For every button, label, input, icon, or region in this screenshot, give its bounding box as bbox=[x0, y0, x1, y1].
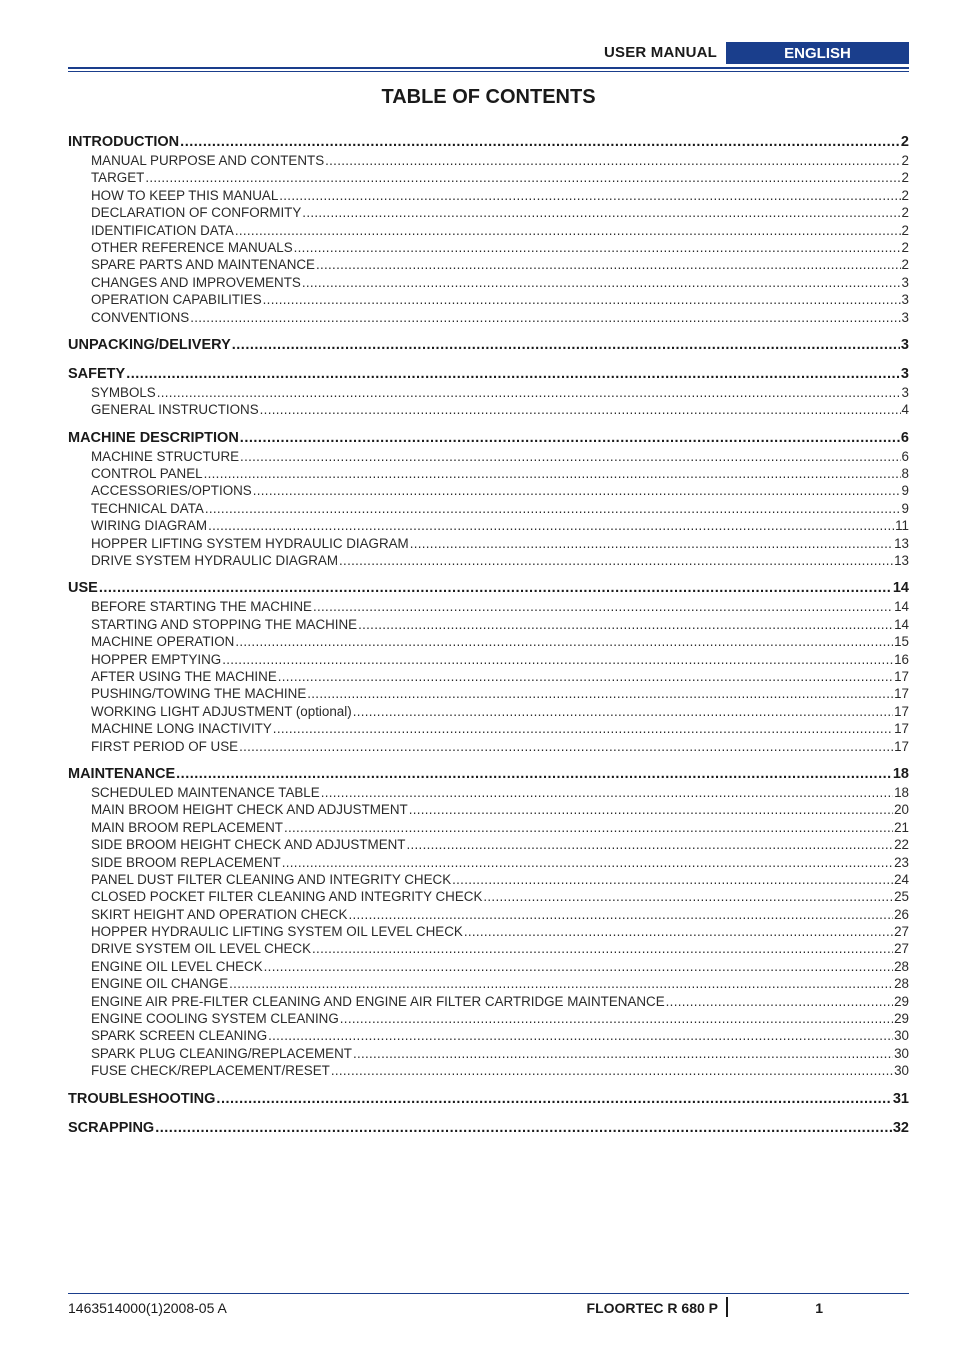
toc-entry-label: GENERAL INSTRUCTIONS bbox=[91, 402, 259, 418]
toc-entry-label: CONTROL PANEL bbox=[91, 466, 203, 482]
toc-section-heading-label: MACHINE DESCRIPTION bbox=[68, 429, 239, 446]
dot-leader bbox=[282, 854, 893, 871]
dot-leader bbox=[302, 204, 900, 221]
dot-leader bbox=[232, 336, 900, 355]
toc-entry-page: 3 bbox=[901, 292, 909, 308]
toc-section-heading-label: INTRODUCTION bbox=[68, 134, 180, 150]
dot-leader bbox=[406, 836, 893, 853]
toc-entry-label: SPARK SCREEN CLEANING bbox=[91, 1028, 268, 1044]
toc-entry[interactable] bbox=[68, 1062, 909, 1079]
toc-section-heading[interactable] bbox=[68, 579, 909, 598]
toc-entry[interactable] bbox=[68, 801, 909, 818]
toc-entry-page: 2 bbox=[901, 170, 909, 186]
header-language-badge: ENGLISH bbox=[726, 42, 909, 64]
toc-section bbox=[68, 765, 909, 1080]
toc-entry[interactable] bbox=[68, 152, 909, 169]
toc-entry-label: DRIVE SYSTEM HYDRAULIC DIAGRAM bbox=[91, 553, 339, 569]
toc-entry-label: PANEL DUST FILTER CLEANING AND INTEGRITY CHECK bbox=[91, 871, 452, 887]
toc-entry-page: 3 bbox=[901, 274, 909, 290]
dot-leader bbox=[331, 1062, 893, 1079]
toc-entry-page: 20 bbox=[894, 802, 909, 818]
page-title: TABLE OF CONTENTS bbox=[381, 86, 596, 108]
toc-entry-label: ENGINE OIL CHANGE bbox=[91, 976, 229, 992]
toc-entry[interactable] bbox=[68, 448, 909, 465]
toc-entry-label: HOW TO KEEP THIS MANUAL bbox=[91, 187, 279, 203]
toc-entry-page: 28 bbox=[894, 958, 909, 974]
toc-section-heading[interactable] bbox=[68, 365, 909, 384]
toc-section bbox=[68, 429, 909, 570]
toc-section-heading-page: 3 bbox=[900, 336, 909, 353]
toc-entry-label: ENGINE OIL LEVEL CHECK bbox=[91, 958, 263, 974]
dot-leader bbox=[339, 552, 893, 569]
toc-entry-page: 2 bbox=[901, 205, 909, 221]
toc-entry-page: 30 bbox=[894, 1045, 909, 1061]
dot-leader bbox=[260, 401, 901, 418]
dot-leader bbox=[157, 384, 901, 401]
dot-leader bbox=[410, 535, 893, 552]
toc-entry-page: 25 bbox=[894, 889, 909, 905]
toc-entry[interactable] bbox=[68, 940, 909, 957]
dot-leader bbox=[358, 616, 893, 633]
dot-leader bbox=[409, 801, 893, 818]
toc-entry-page: 2 bbox=[901, 187, 909, 203]
dot-leader bbox=[302, 274, 901, 291]
toc-entry-page: 8 bbox=[901, 466, 909, 482]
toc-entry-page: 14 bbox=[894, 616, 909, 632]
toc-entry[interactable] bbox=[68, 784, 909, 801]
toc-entry[interactable] bbox=[68, 975, 909, 992]
dot-leader bbox=[325, 152, 900, 169]
toc-entry-label: HOPPER EMPTYING bbox=[91, 651, 222, 667]
toc-entry-label: MANUAL PURPOSE AND CONTENTS bbox=[91, 153, 325, 168]
toc-entry-label: MACHINE LONG INACTIVITY bbox=[91, 721, 272, 737]
toc-entry-label: IDENTIFICATION DATA bbox=[91, 222, 234, 238]
toc-entry[interactable] bbox=[68, 517, 909, 534]
toc-section-heading-label: UNPACKING/DELIVERY bbox=[68, 336, 231, 353]
toc-entry[interactable] bbox=[68, 703, 909, 720]
toc-entry-label: SYMBOLS bbox=[91, 384, 156, 400]
toc-entry-label: MACHINE STRUCTURE bbox=[91, 448, 240, 464]
footer-rule bbox=[68, 1293, 909, 1294]
toc-entry[interactable] bbox=[68, 720, 909, 737]
toc-section-heading[interactable] bbox=[68, 336, 909, 355]
toc-entry[interactable] bbox=[68, 401, 909, 418]
header-manual-label: USER MANUAL bbox=[603, 44, 717, 61]
toc-entry-page: 24 bbox=[894, 871, 909, 887]
toc-entry-page: 27 bbox=[894, 924, 909, 940]
footer-separator bbox=[726, 1297, 728, 1317]
toc-entry-page: 17 bbox=[894, 668, 909, 684]
toc-section-heading-page: 14 bbox=[892, 580, 909, 597]
toc-entry-label: OPERATION CAPABILITIES bbox=[91, 292, 262, 308]
toc-entry[interactable] bbox=[68, 552, 909, 569]
footer-document-code: 1463514000(1)2008-05 A bbox=[68, 1300, 227, 1316]
toc-entry-page: 9 bbox=[901, 483, 909, 499]
dot-leader bbox=[176, 765, 892, 784]
dot-leader bbox=[253, 482, 901, 499]
dot-leader bbox=[240, 448, 901, 465]
toc-section-heading-page: 31 bbox=[892, 1090, 909, 1107]
toc-entry[interactable] bbox=[68, 535, 909, 552]
dot-leader bbox=[205, 500, 901, 517]
dot-leader bbox=[464, 923, 893, 940]
toc-entry-label: TECHNICAL DATA bbox=[91, 500, 204, 516]
dot-leader bbox=[273, 720, 893, 737]
toc-entry[interactable] bbox=[68, 465, 909, 482]
toc-entry[interactable] bbox=[68, 384, 909, 401]
toc-section-heading[interactable] bbox=[68, 1119, 909, 1138]
toc-entry-label: MACHINE OPERATION bbox=[91, 634, 235, 650]
toc-entry-label: ACCESSORIES/OPTIONS bbox=[91, 483, 252, 499]
toc-section bbox=[68, 133, 909, 326]
toc-entry-label: CHANGES AND IMPROVEMENTS bbox=[91, 274, 301, 290]
toc-entry-label: DRIVE SYSTEM OIL LEVEL CHECK bbox=[91, 941, 312, 957]
toc-entry-page: 13 bbox=[894, 553, 909, 569]
toc-section-heading[interactable] bbox=[68, 765, 909, 784]
toc-entry-label: CLOSED POCKET FILTER CLEANING AND INTEGRITY CHECK bbox=[91, 889, 483, 905]
toc-entry-page: 16 bbox=[894, 651, 909, 667]
toc-entry-label: CONVENTIONS bbox=[91, 309, 190, 325]
dot-leader bbox=[294, 239, 901, 256]
toc-section bbox=[68, 1090, 909, 1109]
toc-entry[interactable] bbox=[68, 923, 909, 940]
dot-leader bbox=[353, 1045, 893, 1062]
dot-leader bbox=[190, 309, 900, 326]
footer-model-name: FLOORTEC R 680 P bbox=[586, 1300, 718, 1316]
dot-leader bbox=[284, 819, 893, 836]
toc-section-heading-label: USE bbox=[68, 580, 98, 597]
dot-leader bbox=[279, 187, 900, 204]
toc-entry-label: MAIN BROOM REPLACEMENT bbox=[91, 819, 283, 835]
header-rule bbox=[68, 67, 909, 69]
toc-entry[interactable] bbox=[68, 291, 909, 308]
toc-entry-label: HOPPER LIFTING SYSTEM HYDRAULIC DIAGRAM bbox=[91, 535, 409, 551]
toc-entry[interactable] bbox=[68, 204, 909, 221]
dot-leader bbox=[316, 256, 901, 273]
dot-leader bbox=[666, 993, 893, 1010]
toc-entry-page: 23 bbox=[894, 854, 909, 870]
toc-entry[interactable] bbox=[68, 482, 909, 499]
toc-section-heading-label: MAINTENANCE bbox=[68, 765, 176, 782]
dot-leader bbox=[235, 222, 901, 239]
toc-section-heading[interactable] bbox=[68, 133, 909, 152]
toc-entry-page: 2 bbox=[901, 222, 909, 238]
toc-entry[interactable] bbox=[68, 239, 909, 256]
toc-entry-page: 22 bbox=[894, 837, 909, 853]
dot-leader bbox=[452, 871, 893, 888]
toc-section bbox=[68, 365, 909, 419]
toc-entry-label: FIRST PERIOD OF USE bbox=[91, 738, 239, 754]
dot-leader bbox=[268, 1027, 893, 1044]
toc-entry[interactable] bbox=[68, 993, 909, 1010]
toc-entry-label: SIDE BROOM HEIGHT CHECK AND ADJUSTMENT bbox=[91, 837, 406, 853]
dot-leader bbox=[204, 465, 901, 482]
dot-leader bbox=[278, 668, 893, 685]
toc-entry[interactable] bbox=[68, 854, 909, 871]
toc-entry[interactable] bbox=[68, 738, 909, 755]
toc-entry-page: 11 bbox=[895, 518, 909, 534]
toc-entry-page: 3 bbox=[901, 309, 909, 325]
toc-entry-page: 9 bbox=[901, 500, 909, 516]
toc-entry[interactable] bbox=[68, 274, 909, 291]
toc-entry-page: 13 bbox=[894, 535, 909, 551]
toc-section bbox=[68, 579, 909, 755]
footer-page-number: 1 bbox=[815, 1300, 823, 1316]
toc-section-heading-page: 18 bbox=[892, 765, 909, 782]
toc-entry-page: 29 bbox=[894, 993, 909, 1009]
toc-entry-label: SPARE PARTS AND MAINTENANCE bbox=[91, 257, 315, 273]
toc-entry-page: 3 bbox=[901, 384, 909, 400]
toc-entry-page: 29 bbox=[894, 1011, 909, 1027]
toc-entry-page: 17 bbox=[894, 738, 909, 754]
toc-entry-page: 14 bbox=[894, 599, 909, 615]
toc-entry-page: 4 bbox=[901, 402, 909, 418]
header-rule-thin bbox=[68, 71, 909, 72]
toc-section-heading-page: 3 bbox=[900, 365, 909, 382]
toc-entry-page: 6 bbox=[901, 448, 909, 464]
dot-leader bbox=[216, 1090, 891, 1109]
toc-entry[interactable] bbox=[68, 1045, 909, 1062]
toc-section bbox=[68, 336, 909, 355]
dot-leader bbox=[313, 598, 893, 615]
toc-entry-label: OTHER REFERENCE MANUALS bbox=[91, 239, 293, 255]
dot-leader bbox=[239, 738, 893, 755]
toc-entry[interactable] bbox=[68, 819, 909, 836]
dot-leader bbox=[312, 940, 893, 957]
toc-section-heading-page: 32 bbox=[892, 1119, 909, 1136]
toc-entry-label: DECLARATION OF CONFORMITY bbox=[91, 205, 302, 221]
toc-entry-page: 18 bbox=[894, 784, 909, 800]
toc-entry-page: 21 bbox=[894, 819, 909, 835]
toc-entry-page: 30 bbox=[894, 1028, 909, 1044]
dot-leader bbox=[321, 784, 893, 801]
toc-section-heading[interactable] bbox=[68, 429, 909, 448]
toc-entry-label: PUSHING/TOWING THE MACHINE bbox=[91, 686, 307, 702]
toc-entry-page: 2 bbox=[901, 257, 909, 273]
dot-leader bbox=[222, 651, 893, 668]
toc-entry[interactable] bbox=[68, 256, 909, 273]
toc-entry-label: WIRING DIAGRAM bbox=[91, 518, 208, 534]
toc-entry[interactable] bbox=[68, 871, 909, 888]
toc-entry[interactable] bbox=[68, 633, 909, 650]
toc-section-heading-page: 2 bbox=[900, 134, 909, 150]
dot-leader bbox=[353, 703, 893, 720]
toc-entry-label: SIDE BROOM REPLACEMENT bbox=[91, 854, 281, 870]
toc-entry[interactable] bbox=[68, 958, 909, 975]
toc-section-heading-label: TROUBLESHOOTING bbox=[68, 1090, 216, 1107]
toc-entry-label: SPARK PLUG CLEANING/REPLACEMENT bbox=[91, 1045, 352, 1061]
toc-entry-label: AFTER USING THE MACHINE bbox=[91, 668, 277, 684]
dot-leader bbox=[264, 958, 893, 975]
toc-entry[interactable] bbox=[68, 1010, 909, 1027]
dot-leader bbox=[340, 1010, 893, 1027]
dot-leader bbox=[348, 906, 893, 923]
dot-leader bbox=[99, 579, 892, 598]
toc-section-heading[interactable] bbox=[68, 1090, 909, 1109]
toc-entry-label: SCHEDULED MAINTENANCE TABLE bbox=[91, 784, 320, 800]
toc-entry-page: 17 bbox=[894, 686, 909, 702]
dot-leader bbox=[483, 888, 893, 905]
toc-entry[interactable] bbox=[68, 668, 909, 685]
toc-entry[interactable] bbox=[68, 616, 909, 633]
toc-entry-page: 28 bbox=[894, 976, 909, 992]
toc-section-heading-label: SCRAPPING bbox=[68, 1119, 155, 1136]
toc-entry[interactable] bbox=[68, 309, 909, 326]
toc-entry-page: 17 bbox=[894, 721, 909, 737]
dot-leader bbox=[229, 975, 893, 992]
toc-entry[interactable] bbox=[68, 187, 909, 204]
toc-entry-label: SKIRT HEIGHT AND OPERATION CHECK bbox=[91, 906, 348, 922]
toc-section-heading-page: 6 bbox=[900, 429, 909, 446]
toc-entry-page: 2 bbox=[901, 153, 909, 168]
dot-leader bbox=[155, 1119, 892, 1138]
toc-entry[interactable] bbox=[68, 500, 909, 517]
toc-entry[interactable] bbox=[68, 685, 909, 702]
toc-entry[interactable] bbox=[68, 598, 909, 615]
toc-entry-page: 17 bbox=[894, 703, 909, 719]
toc-entry-label: FUSE CHECK/REPLACEMENT/RESET bbox=[91, 1063, 330, 1079]
toc-entry-page: 27 bbox=[894, 941, 909, 957]
toc-entry[interactable] bbox=[68, 1027, 909, 1044]
dot-leader bbox=[263, 291, 901, 308]
toc-entry[interactable] bbox=[68, 651, 909, 668]
dot-leader bbox=[126, 365, 900, 384]
dot-leader bbox=[180, 133, 900, 152]
toc-entry-label: STARTING AND STOPPING THE MACHINE bbox=[91, 616, 358, 632]
toc-entry-label: ENGINE AIR PRE-FILTER CLEANING AND ENGINE AIR FILTER CARTRIDGE MAINTENANCE bbox=[91, 993, 665, 1009]
dot-leader bbox=[240, 429, 900, 448]
toc-entry-label: HOPPER HYDRAULIC LIFTING SYSTEM OIL LEVEL CHECK bbox=[91, 924, 463, 940]
toc-entry[interactable] bbox=[68, 888, 909, 905]
toc-entry-label: TARGET bbox=[91, 170, 145, 186]
page-footer bbox=[68, 1293, 909, 1333]
toc-entry-label: ENGINE COOLING SYSTEM CLEANING bbox=[91, 1011, 339, 1027]
toc-entry-page: 15 bbox=[894, 634, 909, 650]
dot-leader bbox=[235, 633, 893, 650]
toc-section bbox=[68, 1119, 909, 1138]
toc-entry[interactable] bbox=[68, 222, 909, 239]
toc-entry-label: MAIN BROOM HEIGHT CHECK AND ADJUSTMENT bbox=[91, 802, 408, 818]
toc-entry[interactable] bbox=[68, 169, 909, 186]
toc-entry-label: WORKING LIGHT ADJUSTMENT (optional) bbox=[91, 703, 352, 719]
toc-entry-page: 26 bbox=[894, 906, 909, 922]
toc-entry[interactable] bbox=[68, 836, 909, 853]
page-header bbox=[68, 40, 909, 70]
table-of-contents bbox=[68, 133, 909, 1148]
dot-leader bbox=[145, 169, 900, 186]
toc-entry-page: 30 bbox=[894, 1063, 909, 1079]
dot-leader bbox=[208, 517, 894, 534]
toc-entry-page: 2 bbox=[901, 239, 909, 255]
toc-section-heading-label: SAFETY bbox=[68, 365, 126, 382]
dot-leader bbox=[307, 685, 893, 702]
toc-entry-label: BEFORE STARTING THE MACHINE bbox=[91, 599, 312, 615]
toc-entry[interactable] bbox=[68, 906, 909, 923]
